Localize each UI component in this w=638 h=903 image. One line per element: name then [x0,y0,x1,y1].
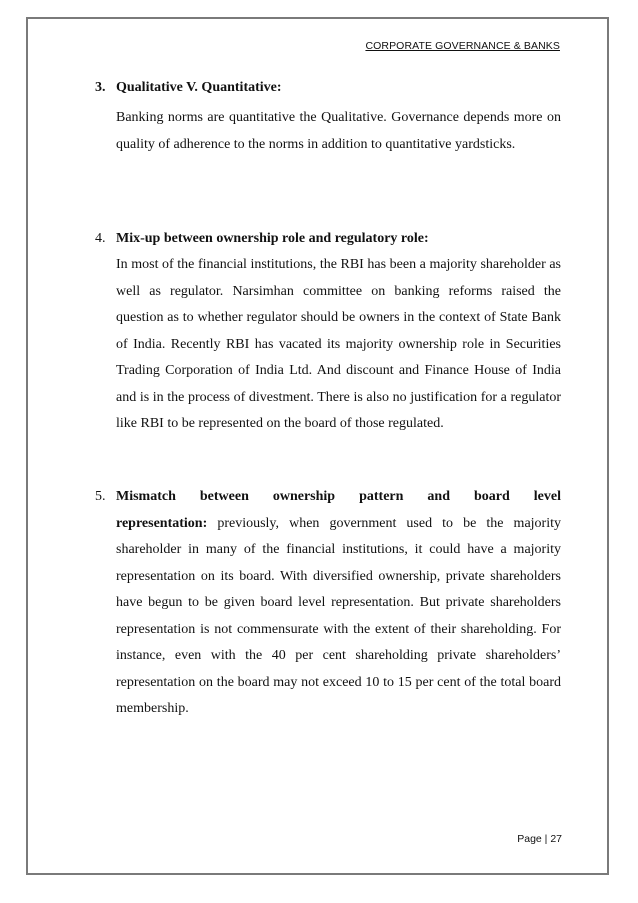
section-ownership-board-mismatch [95,484,561,723]
section-heading [95,484,561,511]
section-title: Mix-up between ownership role and regulatory role: [116,231,429,246]
section-qualitative-vs-quantitative [95,75,561,158]
section-number: 3. [95,80,106,95]
section-ownership-regulatory-role [95,226,561,438]
section-body [116,511,561,723]
running-header: CORPORATE GOVERNANCE & BANKS [365,40,560,52]
section-body: In most of the financial institutions, the RBI has been a majority shareholder as well as regulator. Narsimhan committee on banking reforms raised the question as to whether regulator should be owners in the context of State Bank of India. Recently RBI has vacated its majority ownership role in Securities Trading Corporation of India Ltd. And discount and Finance House of India and is in the process of divestment. There is also no justification for a regulator like RBI to be represented on the board of those regulated. [116,257,561,431]
section-body: Banking norms are quantitative the Qualitative. Governance depends more on quality of adherence to the norms in addition to quantitative yardsticks. [116,110,561,152]
section-title: Mismatch between ownership pattern and board level [116,489,561,504]
section-number: 4. [95,231,106,246]
section-heading [95,226,561,252]
page-number: Page | 27 [517,833,562,845]
section-body-text: previously, when government used to be the majority shareholder in many of the financial institutions, it could have a majority representation on its board. With diversified ownership, private shareholders have begun to be given board level representation. But private shareholders representation is not commensurate with the extent of their shareholding. For instance, even with the 40 per cent shareholding private shareholders’ representation on the board may not exceed 10 to 15 per cent of the total board membership. [116,515,561,716]
section-heading [95,75,561,101]
section-title: Qualitative V. Quantitative: [116,80,282,95]
section-number: 5. [95,489,106,504]
section-title-continued: representation: [116,515,208,531]
